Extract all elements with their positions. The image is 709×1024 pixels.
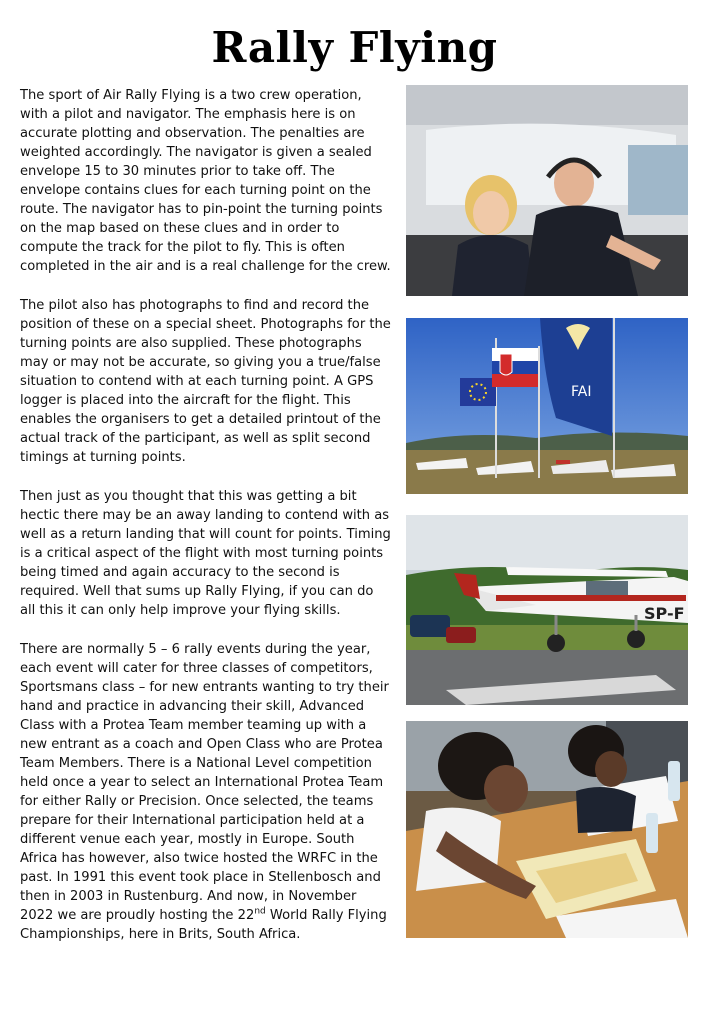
ordinal-suffix: nd	[254, 906, 266, 917]
map-plotting-photo	[406, 721, 688, 938]
page-title: Rally Flying	[211, 23, 498, 72]
flags-airfield-photo	[406, 318, 688, 494]
paragraph-landing: Then just as you thought that this was getting a bit hectic there may be an away landing to contend with as well as a return landing that will count for points. Timing is a critical aspect of the flight with most turning points being timed and again accuracy to the second is required. Well that sums up Rally Flying, if you can do all this it can only help improve your flying skills.	[20, 489, 391, 618]
fai-banner-text: FAI	[571, 384, 592, 400]
aircraft-registration: SP-F	[644, 604, 685, 623]
paragraph-photographs: The pilot also has photographs to find and record the position of these on a special sheet. Photographs for the turning points are also supplied. These photographs may or may not be accurate, so giving you a true/false situation to contend with at each turning point. A GPS logger is placed into the aircraft for the flight. This enables the organisers to get a detailed printout of the actual track of the participant, as well as split second timings at turning points.	[20, 298, 391, 465]
events-text: There are normally 5 – 6 rally events during the year, each event will cater for three classes of competitors, Sportsmans class – for new entrants wanting to try their hand and practice in advancing their skill, Advanced Class with a Protea Team member teaming up with a new entrant as a coach and Open Class who are Protea Team Members. There is a National Level competition held once a year to select an International Protea Team for either Rally or Precision. Once selected, the teams prepare for their International participation held at a different venue each year, mostly in Europe. South Africa has however, also twice hosted the WRFC in the past. In 1991 this event took place in Stellenbosch and then in 2003 in Rustenburg. And now, in November 2022 we are proudly hosting the 22	[20, 642, 389, 923]
paragraph-crew: The sport of Air Rally Flying is a two crew operation, with a pilot and navigator. The emphasis here is on accurate plotting and observation. The penalties are weighted accordingly. The navigator is given a sealed envelope 15 to 30 minutes prior to take off. The envelope contains clues for each turning point on the route. The navigator has to pin-point the turning points on the map based on these clues and in order to compute the track for the pilot to fly. This is often completed in the air and is a real challenge for the crew.	[20, 88, 391, 274]
aircraft-landing-photo	[406, 515, 688, 705]
events-text-end: World Rally Flying Championships, here in Brits, South Africa.	[20, 908, 387, 942]
article-text	[20, 86, 392, 964]
paragraph-events	[20, 640, 392, 944]
cockpit-crew-photo	[406, 85, 688, 296]
